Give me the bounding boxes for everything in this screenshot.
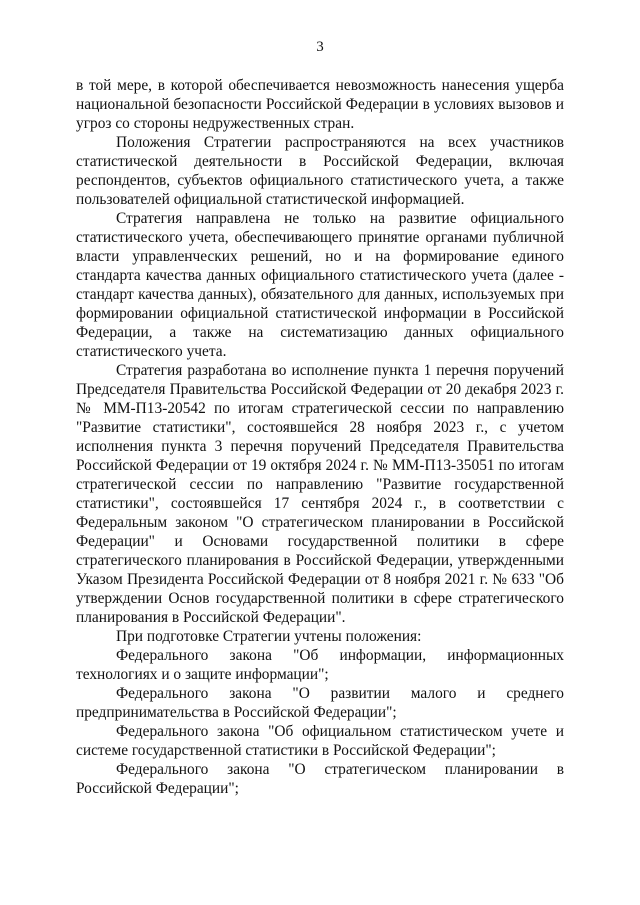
list-item-law-strategic-planning: Федерального закона "О стратегическом планировании в Российской Федерации"; [76,761,564,797]
list-item-law-small-business: Федерального закона "О развитии малого и среднего предпринимательства в Российской Федерации"; [76,685,564,721]
list-item-law-information: Федерального закона "Об информации, информационных технологиях и о защите информации"; [76,647,564,683]
page-number: 3 [316,39,324,55]
paragraph-scope: Положения Стратегии распространяются на всех участников статистической деятельности в Российской Федерации, включая респондентов, субъектов официального статистического учета, а также пользователей официальной статистической информацией. [76,134,564,208]
paragraph-purpose: Стратегия направлена не только на развитие официального статистического учета, обеспечивающего принятие органами публичной власти управленческих решений, но и на формирование единого стандарта качества данных официального статистического учета (далее - стандарт качества данных), обязательного для данных, используемых при формировании официальной статистической информации в Российской Федерации, а также на систематизацию данных официального статистического учета. [76,210,564,360]
list-item-law-statistics: Федерального закона "Об официальном статистическом учете и системе государственной статистики в Российской Федерации"; [76,723,564,759]
paragraph-provisions-intro: При подготовке Стратегии учтены положения: [116,628,422,645]
paragraph-legal-basis: Стратегия разработана во исполнение пункта 1 перечня поручений Председателя Правительства Российской Федерации от 20 декабря 2023 г. № ММ-П13-20542 по итогам стратегической сессии по направлению "Развитие статистики", состоявшейся 28 ноября 2023 г., с учетом исполнения пункта 3 перечня поручений Председателя Правительства Российской Федерации от 19 октября 2024 г. № ММ-П13-35051 по итогам стратегической сессии по направлению "Развитие государственной статистики", состоявшейся 17 сентября 2024 г., в соответствии с Федеральным законом "О стратегическом планировании в Российской Федерации" и Основами государственной политики в сфере стратегического планирования в Российской Федерации, утвержденными Указом Президента Российской Федерации от 8 ноября 2021 г. № 633 "Об утверждении Основ государственной политики в сфере стратегического планирования в Российской Федерации". [76,362,564,626]
document-body [76,76,564,798]
paragraph-continuation: в той мере, в которой обеспечивается невозможность нанесения ущерба национальной безопасности Российской Федерации в условиях вызовов и угроз со стороны недружественных стран. [76,77,564,132]
